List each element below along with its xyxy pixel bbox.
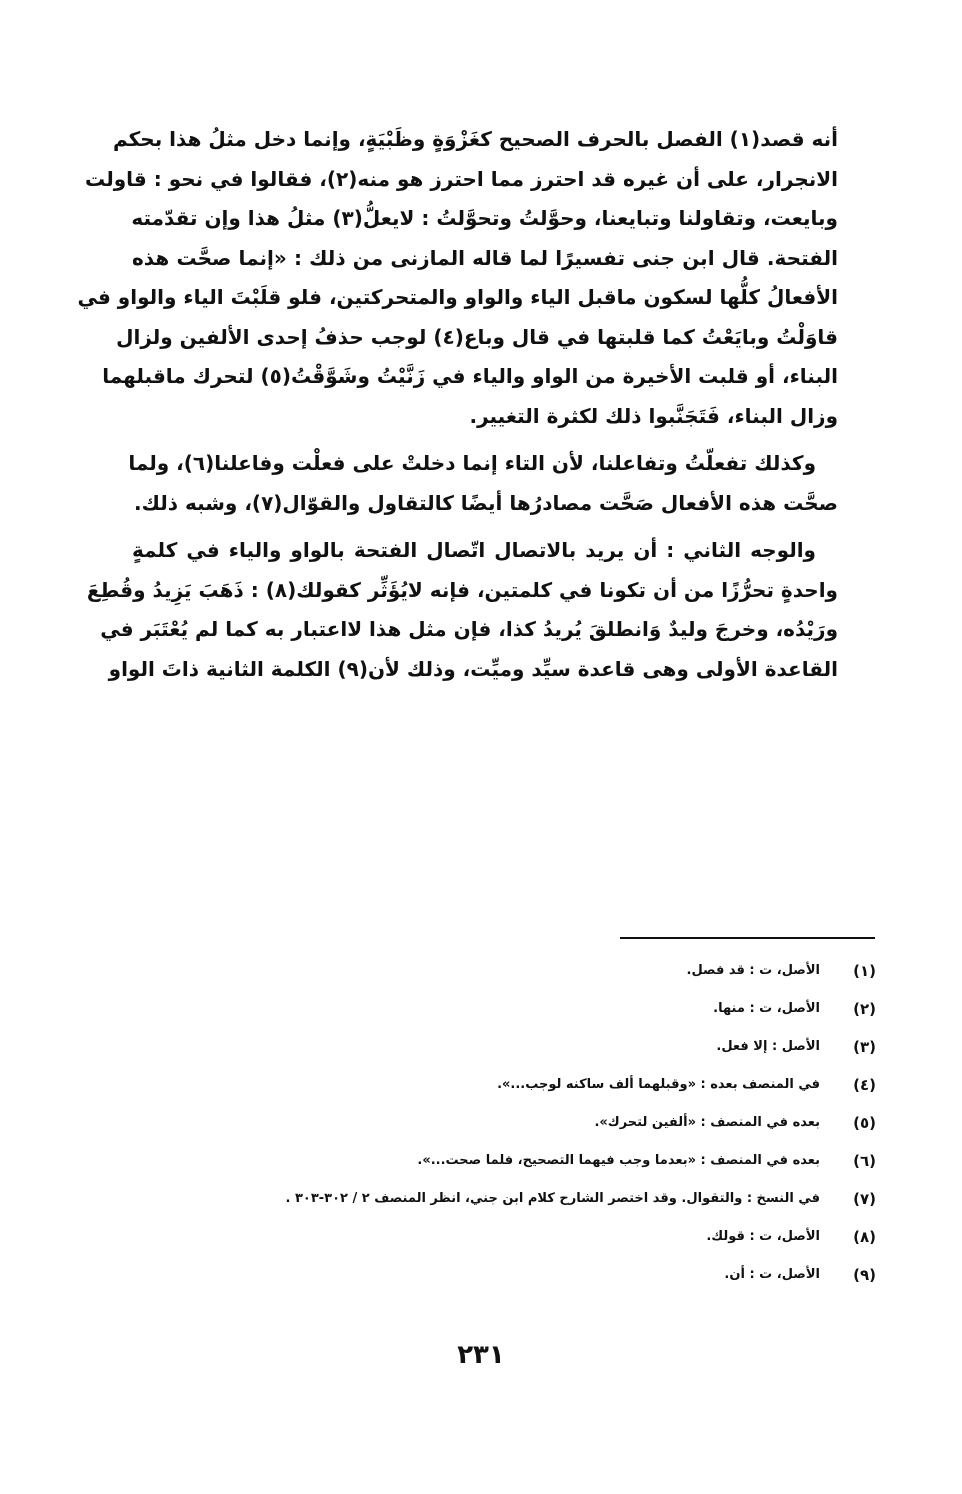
- footnote-text: الأصل، ت : قولك.: [706, 1229, 820, 1244]
- footnote-text: بعده في المنصف : «ألفين لتحرك».: [594, 1115, 820, 1130]
- text-line: وكذلك تفعلّتُ وتفاعلنا، لأن التاء إنما دخلتْ على فعلْت وفاعلنا(٦)، ولما: [128, 451, 816, 475]
- footnote: [156, 1180, 876, 1218]
- text-line: قاوَلْتُ وبايَعْتُ كما قلبتها في قال وباع(٤) لوجب حذفُ إحدى الألفين ولزال: [116, 324, 838, 349]
- footnote-number: (١): [853, 962, 876, 980]
- footnote: [156, 1104, 876, 1142]
- text-line: واحدةٍ تحرُّزًا من أن تكونا في كلمتين، فإنه لايُؤَثِّر كقولك(٨) : ذَهَبَ يَزِيدُ وقُطِعَ: [86, 577, 838, 602]
- text-line: ورَيْدُه، وخرجَ وليدٌ وَانطلقَ يُريدُ كذا، فإن مثل هذا لااعتبار به كما لم يُعْتَبَر في: [100, 617, 838, 641]
- footnote: [156, 1218, 876, 1256]
- text-line: الأفعالُ كلُّها لسكون ماقبل الياء والواو والمتحركتين، فلو قلَبْتَ الياء والواو في: [77, 285, 838, 309]
- footnote: [156, 1066, 876, 1104]
- footnote: [156, 1256, 876, 1294]
- footnote-number: (٣): [853, 1038, 876, 1056]
- footnote: [156, 1142, 876, 1180]
- footnote: [156, 952, 876, 990]
- footnote-number: (٢): [853, 1000, 876, 1018]
- footnote-divider: [620, 937, 875, 939]
- footnote-text: في النسخ : والتقوال. وقد اختصر الشارح كلام ابن جني، انظر المنصف ٢ / ٣٠٢-٣٠٣ .: [285, 1191, 820, 1206]
- footnote: [156, 990, 876, 1028]
- main-text: [77, 120, 838, 689]
- footnote-text: الأصل، ت : أن.: [724, 1267, 820, 1282]
- footnote-number: (٩): [853, 1266, 876, 1284]
- footnote-text: في المنصف بعده : «وقبلهما ألف ساكنه لوجب...».: [497, 1077, 820, 1092]
- footnote-number: (٧): [853, 1190, 876, 1208]
- text-line: القاعدة الأولى وهى قاعدة سيِّد وميِّت، وذلك لأن(٩) الكلمة الثانية ذاتَ الواو: [108, 656, 838, 681]
- footnote-text: الأصل، ت : منها.: [713, 1001, 820, 1016]
- text-line: أنه قصد(١) الفصل بالحرف الصحيح كغَزْوَةٍ وظَبْيَةٍ، وإنما دخل مثلُ هذا بحكم: [112, 127, 838, 151]
- text-line: والوجه الثاني : أن يريد بالاتصال اتّصال الفتحة بالواو والياء في كلمةٍ: [132, 538, 816, 562]
- footnote-text: الأصل : إلا فعل.: [716, 1039, 820, 1054]
- text-line: صحَّت هذه الأفعال صَحَّت مصادرُها أيضًا كالتقاول والقوّال(٧)، وشبه ذلك.: [134, 490, 838, 515]
- text-line: الانجرار، على أن غيره قد احترز مما احترز هو منه(٢)، فقالوا في نحو : قاولت: [85, 166, 838, 191]
- text-line: وزال البناء، فَتَجَنَّبوا ذلك لكثرة التغيير.: [469, 403, 838, 428]
- footnote-number: (٥): [853, 1114, 876, 1132]
- paragraph-2: [128, 444, 838, 523]
- text-line: الفتحة. قال ابن جنى تفسيرًا لما قاله المازنى من ذلك : «إنما صحَّت هذه: [132, 245, 838, 270]
- footnotes-list: [156, 952, 876, 1294]
- footnote: [156, 1028, 876, 1066]
- paragraph-3: [86, 531, 838, 689]
- footnote-text: بعده في المنصف : «بعدما وجب فيهما التصحيح، فلما صحت...».: [417, 1153, 820, 1168]
- paragraph-1: [77, 120, 838, 436]
- footnote-text: الأصل، ت : قد فصل.: [686, 963, 820, 978]
- footnote-number: (٦): [853, 1152, 876, 1170]
- text-line: وبايعت، وتقاولنا وتبايعنا، وحوَّلتُ وتحوَّلتُ : لايعلُّ(٣) مثلُ هذا وإن تقدّمته: [131, 206, 838, 230]
- text-line: البناء، أو قلبت الأخيرة من الواو والياء في زَنَّيْتُ وشَوَّقْتُ(٥) لتحرك ماقبلهما: [102, 364, 838, 388]
- footnote-number: (٨): [853, 1228, 876, 1246]
- page-number: ٢٣١: [457, 1340, 505, 1370]
- footnote-number: (٤): [853, 1076, 876, 1094]
